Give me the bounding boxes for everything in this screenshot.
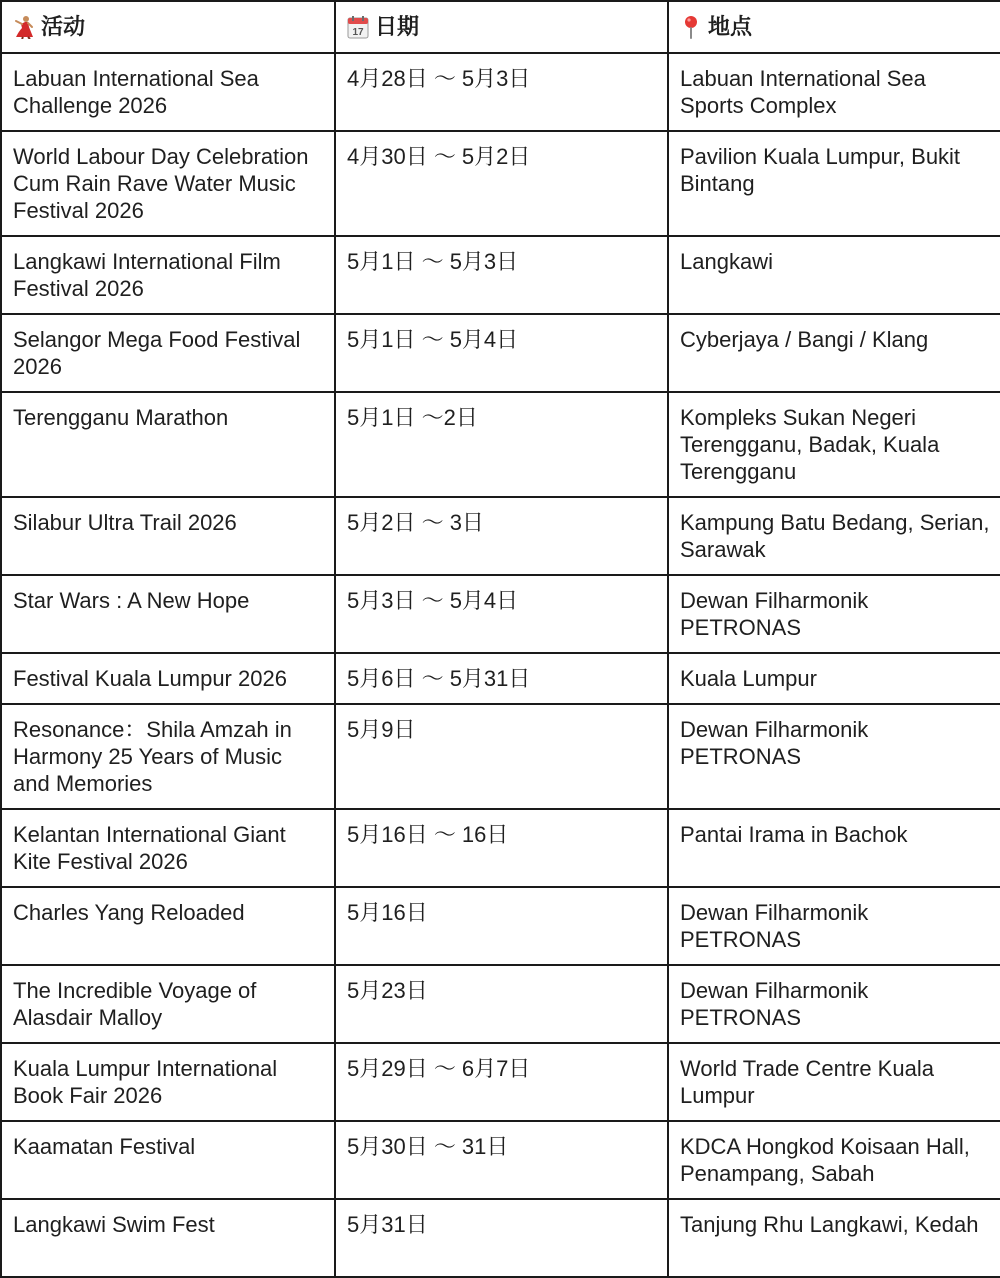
event-cell: Silabur Ultra Trail 2026 (1, 497, 335, 575)
date-cell: 5月16日 ～ 16日 (335, 809, 668, 887)
event-cell: Charles Yang Reloaded (1, 887, 335, 965)
dancer-icon (13, 15, 35, 39)
date-cell: 4月28日 ～ 5月3日 (335, 53, 668, 131)
event-cell: Kelantan International Giant Kite Festival 2026 (1, 809, 335, 887)
venue-cell: Kuala Lumpur (668, 653, 1000, 704)
header-label-event: 活动 (41, 14, 86, 39)
table-row (1, 965, 1000, 1043)
table-row (1, 314, 1000, 392)
venue-cell: Cyberjaya / Bangi / Klang (668, 314, 1000, 392)
event-cell: Kaamatan Festival (1, 1121, 335, 1199)
date-cell: 5月16日 (335, 887, 668, 965)
venue-cell: Dewan Filharmonik PETRONAS (668, 965, 1000, 1043)
table-row (1, 887, 1000, 965)
round-pushpin-icon (680, 15, 702, 39)
event-cell: Terengganu Marathon (1, 392, 335, 497)
date-cell: 5月29日 ～ 6月7日 (335, 1043, 668, 1121)
venue-cell: World Trade Centre Kuala Lumpur (668, 1043, 1000, 1121)
table-row (1, 1199, 1000, 1277)
date-cell: 4月30日 ～ 5月2日 (335, 131, 668, 236)
table-row (1, 236, 1000, 314)
table-row (1, 575, 1000, 653)
date-cell: 5月23日 (335, 965, 668, 1043)
venue-cell: Pavilion Kuala Lumpur, Bukit Bintang (668, 131, 1000, 236)
table-row (1, 704, 1000, 809)
date-cell: 5月1日 ～2日 (335, 392, 668, 497)
table-row (1, 53, 1000, 131)
venue-cell: Langkawi (668, 236, 1000, 314)
event-cell: Star Wars : A New Hope (1, 575, 335, 653)
table-row (1, 1043, 1000, 1121)
header-label-venue: 地点 (708, 14, 753, 39)
venue-cell: KDCA Hongkod Koisaan Hall, Penampang, Sabah (668, 1121, 1000, 1199)
date-cell: 5月9日 (335, 704, 668, 809)
table-row (1, 131, 1000, 236)
date-cell: 5月1日 ～ 5月4日 (335, 314, 668, 392)
event-cell: Langkawi International Film Festival 2026 (1, 236, 335, 314)
venue-cell: Dewan Filharmonik PETRONAS (668, 887, 1000, 965)
table-row (1, 1121, 1000, 1199)
svg-text:17: 17 (352, 27, 364, 38)
table-row (1, 653, 1000, 704)
header-cell-date (335, 1, 668, 53)
event-cell: The Incredible Voyage of Alasdair Malloy (1, 965, 335, 1043)
date-cell: 5月6日 ～ 5月31日 (335, 653, 668, 704)
calendar-icon (347, 15, 369, 39)
venue-cell: Kampung Batu Bedang, Serian, Sarawak (668, 497, 1000, 575)
header-cell-venue (668, 1, 1000, 53)
date-cell: 5月3日 ～ 5月4日 (335, 575, 668, 653)
venue-cell: Dewan Filharmonik PETRONAS (668, 704, 1000, 809)
table-row (1, 809, 1000, 887)
event-cell: Langkawi Swim Fest (1, 1199, 335, 1277)
venue-cell: Dewan Filharmonik PETRONAS (668, 575, 1000, 653)
event-cell: Selangor Mega Food Festival 2026 (1, 314, 335, 392)
date-cell: 5月30日 ～ 31日 (335, 1121, 668, 1199)
date-cell: 5月1日 ～ 5月3日 (335, 236, 668, 314)
venue-cell: Labuan International Sea Sports Complex (668, 53, 1000, 131)
header-label-date: 日期 (375, 14, 420, 39)
event-cell: World Labour Day Celebration Cum Rain Rave Water Music Festival 2026 (1, 131, 335, 236)
event-cell: Resonance：Shila Amzah in Harmony 25 Years of Music and Memories (1, 704, 335, 809)
date-cell: 5月2日 ～ 3日 (335, 497, 668, 575)
header-cell-event (1, 1, 335, 53)
event-cell: Kuala Lumpur International Book Fair 2026 (1, 1043, 335, 1121)
venue-cell: Tanjung Rhu Langkawi, Kedah (668, 1199, 1000, 1277)
event-cell: Labuan International Sea Challenge 2026 (1, 53, 335, 131)
event-cell: Festival Kuala Lumpur 2026 (1, 653, 335, 704)
table-header-row (1, 1, 1000, 53)
table-row (1, 497, 1000, 575)
venue-cell: Kompleks Sukan Negeri Terengganu, Badak, Kuala Terengganu (668, 392, 1000, 497)
table-row (1, 392, 1000, 497)
venue-cell: Pantai Irama in Bachok (668, 809, 1000, 887)
date-cell: 5月31日 (335, 1199, 668, 1277)
